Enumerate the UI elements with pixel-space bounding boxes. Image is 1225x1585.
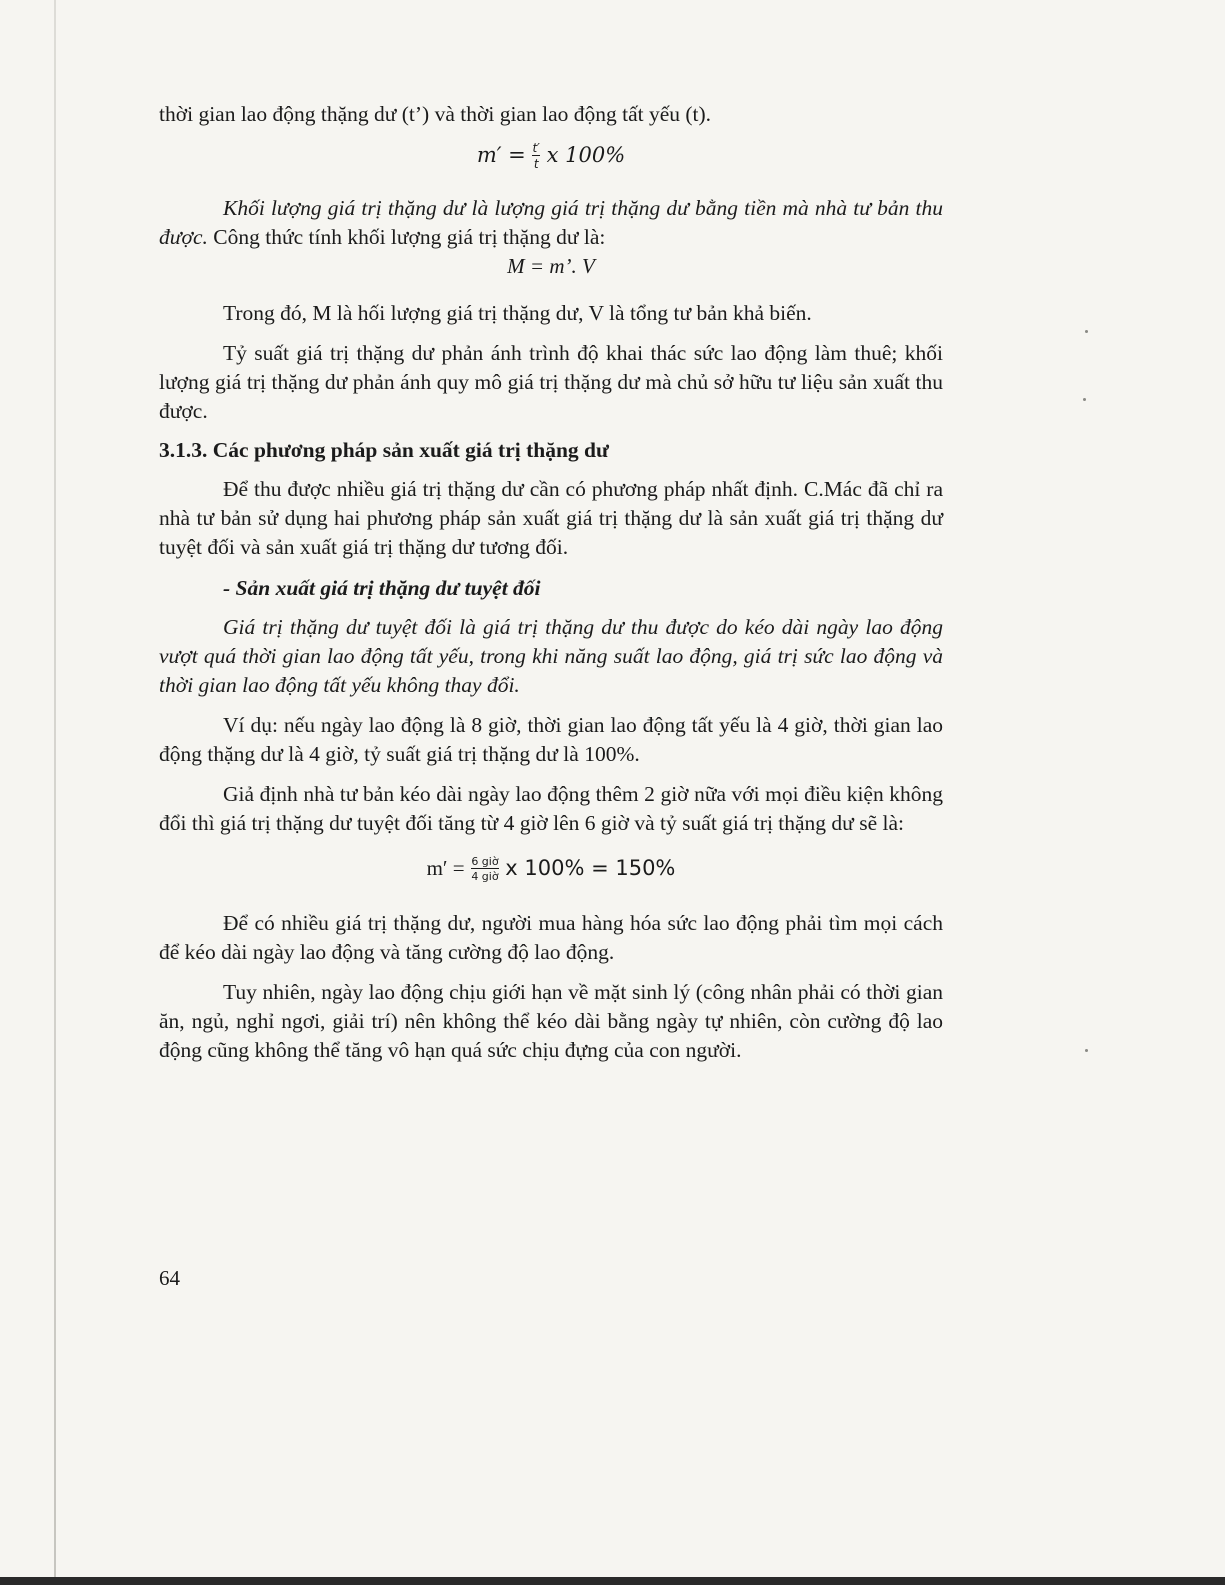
paragraph-methods: Để thu được nhiều giá trị thặng dư cần có phương pháp nhất định. C.Mác đã chỉ ra nhà tư bản sử dụng hai phương pháp sản xuất giá trị thặng dư là sản xuất giá trị thặng dư tuyệt đối và sản xuất giá trị thặng dư tương đối.: [159, 477, 943, 559]
formula-example: [159, 854, 943, 883]
scan-speck: [1085, 1049, 1088, 1052]
fraction-denominator: 4 giờ: [471, 870, 499, 883]
formula-fraction: [532, 142, 539, 170]
paragraph-where: Trong đó, M là hối lượng giá trị thặng dư, V là tổng tư bản khả biến.: [223, 301, 812, 325]
paragraph-example: Ví dụ: nếu ngày lao động là 8 giờ, thời gian lao động tất yếu là 4 giờ, thời gian lao động thặng dư là 4 giờ, tỷ suất giá trị thặng dư là 100%.: [159, 713, 943, 766]
formula-fraction: [471, 856, 498, 882]
paragraph-line1: thời gian lao động thặng dư (t’) và thời gian lao động tất yếu (t).: [159, 102, 712, 126]
formula-lhs: m′ =: [476, 143, 526, 167]
page-content: [159, 100, 943, 1065]
scan-speck: [1085, 330, 1088, 333]
formula-lhs: m′ =: [426, 856, 465, 880]
fraction-denominator: t: [533, 157, 539, 171]
paragraph-assumption: Giả định nhà tư bản kéo dài ngày lao động thêm 2 giờ nữa với mọi điều kiện không đổi thì giá trị thặng dư tuyệt đối tăng từ 4 giờ lên 6 giờ và tỷ suất giá trị thặng dư sẽ là:: [159, 782, 943, 835]
formula-rhs: x 100% = 150%: [505, 856, 676, 880]
section-heading: 3.1.3. Các phương pháp sản xuất giá trị thặng dư: [159, 438, 609, 462]
page-binding-edge: [54, 0, 56, 1585]
fraction-numerator: t′: [532, 141, 540, 155]
page-number: 64: [159, 1266, 180, 1290]
paragraph-limits: Tuy nhiên, ngày lao động chịu giới hạn về mặt sinh lý (công nhân phải có thời gian ăn, ngủ, nghỉ ngơi, giải trí) nên không thể kéo dài bằng ngày tự nhiên, còn cường độ lao động cũng không thể tăng vô hạn quá sức chịu đựng của con người.: [159, 980, 943, 1062]
paragraph-extend: Để có nhiều giá trị thặng dư, người mua hàng hóa sức lao động phải tìm mọi cách để kéo dài ngày lao động và tăng cường độ lao động.: [159, 911, 943, 964]
paragraph-rate-mass: Tỷ suất giá trị thặng dư phản ánh trình độ khai thác sức lao động làm thuê; khối lượng giá trị thặng dư phản ánh quy mô giá trị thặng dư mà chủ sở hữu tư liệu sản xuất thu được.: [159, 341, 943, 423]
scan-bottom-edge: [0, 1577, 1225, 1585]
paragraph-mass-definition: [159, 194, 943, 252]
formula-rhs: x 100%: [546, 143, 626, 167]
fraction-numerator: 6 giờ: [471, 855, 499, 868]
paragraph-absolute-definition: Giá trị thặng dư tuyệt đối là giá trị thặng dư thu được do kéo dài ngày lao động vượt quá thời gian lao động tất yếu, trong khi năng suất lao động, giá trị sức lao động và thời gian lao động tất yếu không thay đổi.: [159, 615, 943, 697]
formula-mass: M = m’. V: [507, 254, 595, 278]
subsection-heading: - Sản xuất giá trị thặng dư tuyệt đối: [223, 576, 541, 600]
definition-italic: Khối lượng giá trị thặng dư là lượng giá trị thặng dư bằng tiền mà nhà tư bản thu được.: [159, 196, 943, 249]
formula-rate: [159, 141, 943, 170]
definition-rest: Công thức tính khối lượng giá trị thặng dư là:: [207, 225, 606, 249]
scan-speck: [1083, 398, 1086, 401]
